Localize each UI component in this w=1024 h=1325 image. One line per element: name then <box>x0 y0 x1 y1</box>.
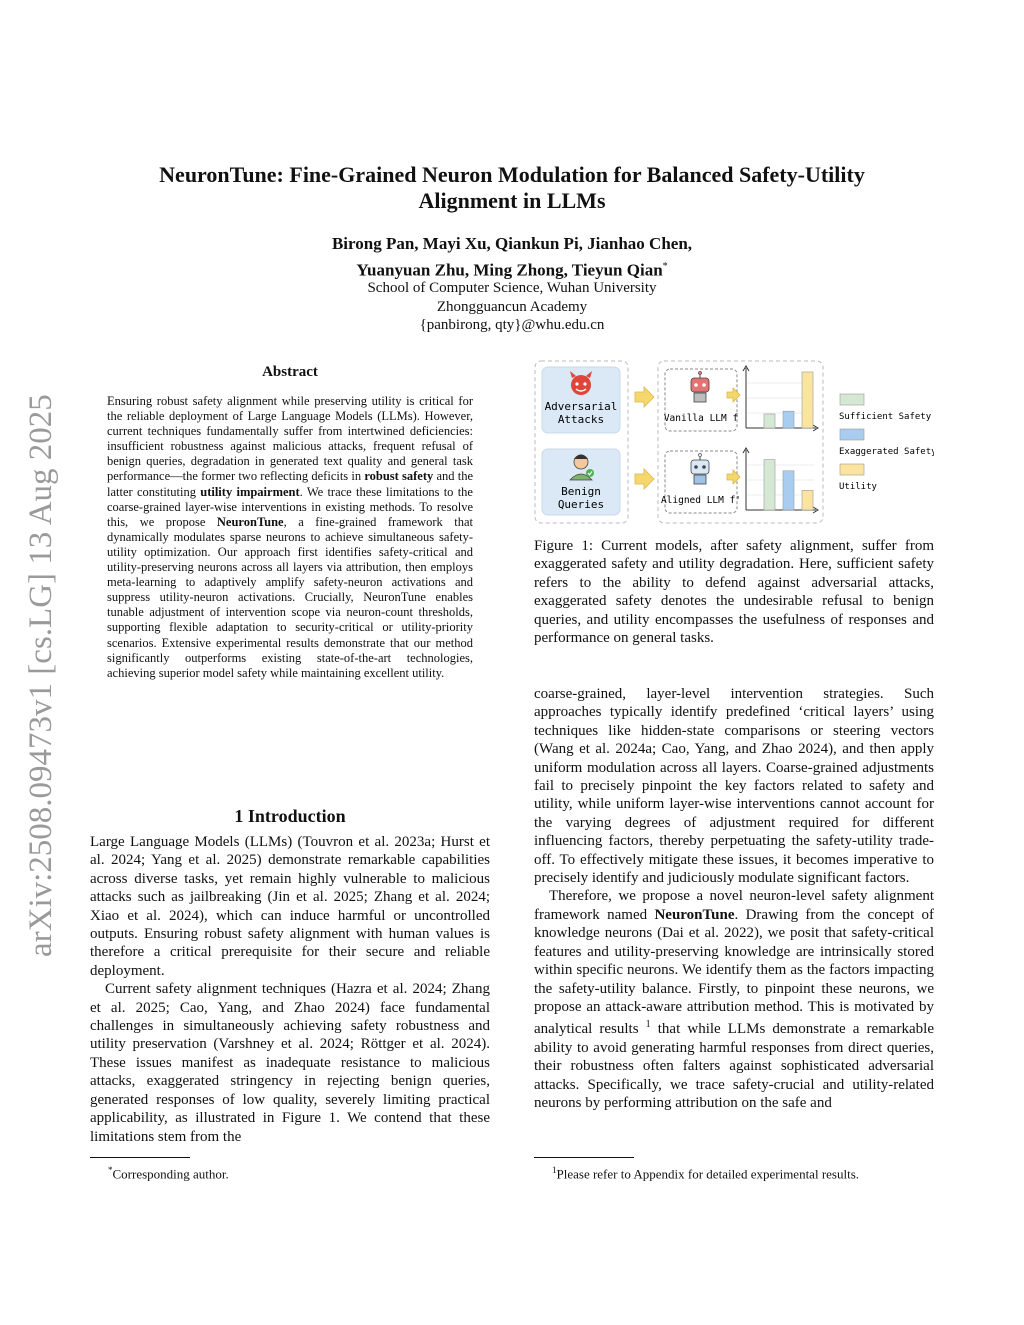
abstract-bold-utility: utility impairment <box>200 484 300 499</box>
bar-sufficient-safety <box>764 460 775 510</box>
right-column-body <box>534 685 934 1112</box>
authors-line-2-text: Yuanyuan Zhu, Ming Zhong, Tieyun Qian <box>356 260 663 280</box>
legend-swatch-exaggerated-safety <box>840 429 864 440</box>
bar-sufficient-safety <box>764 414 775 428</box>
intro-paragraph-2: Current safety alignment techniques (Hazra et al. 2024; Zhang et al. 2025; Cao, Yang, and Zhao 2024) face fundamental challenges in simultaneously achieving safety robustness and utility preservation (Varshney et al. 2024; Röttger et al. 2024). These issues manifest as inadequate resistance to malicious attacks, exaggerated stringency in rejecting benign queries, generated responses of low quality, severely limiting practical applicability, as illustrated in Figure 1. We contend that these limitations stem from the <box>90 981 490 1145</box>
footnote-right-mark: 1 <box>552 1165 557 1175</box>
right-paragraph-2 <box>534 887 934 1112</box>
title-line-1: NeuronTune: Fine-Grained Neuron Modulation for Balanced Safety-Utility <box>159 162 865 187</box>
right-p2-text-c: . Drawing from the concept of knowledge neurons (Dai et al. 2022), we posit that safety-critical features and utility-preserving knowledge are intrinsically stored within specific neurons. We identify them as the factors impacting the safety-utility balance. Firstly, to pinpoint these neurons, we propose an attack-aware attribution method. This is motivated by analytical results <box>534 906 934 1038</box>
figure-1 <box>534 358 934 528</box>
bar-exaggerated-safety <box>783 471 794 510</box>
bar-utility <box>802 372 813 428</box>
top-bar-chart <box>743 366 818 431</box>
legend-swatch-sufficient-safety <box>840 394 864 405</box>
right-p2-text-a: Therefore, we propose a novel neuron-level safety alignment framework named <box>534 888 934 923</box>
bottom-bar-chart <box>743 448 818 513</box>
right-p2-footnote-ref: 1 <box>645 1019 651 1031</box>
authors-line-1: Birong Pan, Mayi Xu, Qiankun Pi, Jianhao Chen, <box>331 234 693 253</box>
legend-label-sufficient-safety: Sufficient Safety <box>839 412 932 422</box>
affiliations <box>90 279 934 335</box>
legend-label-exaggerated-safety: Exaggerated Safety <box>839 447 934 457</box>
email: {panbirong, qty}@whu.edu.cn <box>419 317 605 333</box>
abstract-bold-robust-safety: robust safety <box>364 469 434 484</box>
arrow-right-icon <box>635 469 654 489</box>
footnote-right-text: Please refer to Appendix for detailed experimental results. <box>556 1166 860 1182</box>
title-line-2: Alignment in LLMs <box>418 188 606 213</box>
footnote-left <box>108 1162 488 1182</box>
right-paragraph-1: coarse-grained, layer-level intervention strategies. Such approaches typically identify predefined ‘critical layers’ using techniques like hidden-state comparisons or steering vectors (Wang et al. 2024a; Cao, Yang, and Zhao 2024), and then apply uniform modulation across all layers. Coarse-grained adjustments fail to precisely pinpoint the key factors related to safety and utility, while uniform layer-wise interventions cannot account for the varying degrees of adjustment required for different influencing factors, thereby perpetuating the safety-utility trade-off. To effectively mitigate these issues, it becomes imperative to precisely identify and judiciously modulate significant factors. <box>534 686 934 887</box>
bar-utility <box>802 490 813 510</box>
arrow-right-icon <box>635 387 654 407</box>
abstract-text-1: Ensuring robust safety alignment while preserving utility is critical for the reliable deployment of Large Language Models (LLMs). However, current techniques fundamentally suffer from intertwined deficiencies: insufficient robustness against malicious attacks, frequent refusal of benign queries, degradation in generated text quality and general task performance—the former two reflecting deficits in <box>107 394 473 484</box>
footnote-rule-left <box>90 1157 190 1158</box>
figure-legend <box>839 394 934 492</box>
footnote-left-mark: * <box>108 1165 113 1175</box>
legend-swatch-utility <box>840 464 864 475</box>
footnote-left-text: Corresponding author. <box>112 1166 229 1182</box>
paper-title <box>90 162 934 214</box>
adversarial-label-line-2: Attacks <box>557 413 605 426</box>
footnote-rule-right <box>534 1157 634 1158</box>
arxiv-identifier <box>18 365 58 965</box>
adversarial-label-line-1: Adversarial <box>544 400 618 413</box>
benign-label-line-2: Queries <box>557 498 605 511</box>
abstract-text-4: , a fine-grained framework that dynamically modulates sparse neurons to achieve simultaneous safety-utility optimization. Our approach first identifies safety-critical and utility-preserving neurons across all layers via attribution, then employs meta-learning to adaptively amplify safety-neuron activations and suppress utility-neuron activations. Crucially, NeuronTune enables tunable adjustment of intervention scope via neuron-count thresholds, supporting flexible adaptation to security-critical or utility-priority scenarios. Extensive experimental results demonstrate that our method significantly outperforms existing state-of-the-art technologies, achieving superior model safety while maintaining excellent utility. <box>107 514 473 680</box>
aligned-model-label: Aligned LLM f' <box>660 495 742 506</box>
legend-label-utility: Utility <box>839 482 877 492</box>
author-list <box>90 232 934 282</box>
abstract-body <box>107 394 473 681</box>
vanilla-model-label: Vanilla LLM f <box>663 413 739 424</box>
affiliation-1: School of Computer Science, Wuhan University <box>367 280 657 296</box>
abstract-text-3: . We trace these limitations to the coarse-grained layer-wise interventions in existing methods. To resolve this, we propose <box>107 484 473 529</box>
intro-paragraph-1: Large Language Models (LLMs) (Touvron et al. 2023a; Hurst et al. 2024; Yang et al. 2025) demonstrate remarkable capabilities across diverse tasks, yet remain highly vulnerable to malicious attacks such as jailbreaking (Jin et al. 2025; Zhang et al. 2024; Xiao et al. 2024), which can induce harmful or uncontrolled outputs. Ensuring robust safety alignment with human values is therefore a critical prerequisite for their secure and reliable deployment. <box>90 834 490 979</box>
footnote-right <box>552 1162 932 1182</box>
bar-exaggerated-safety <box>783 411 794 428</box>
arxiv-id-text: arXiv:2508.09473v1 [cs.LG] 13 Aug 2025 <box>23 394 58 957</box>
benign-label-line-1: Benign <box>561 485 601 498</box>
figure-caption: Figure 1: Current models, after safety alignment, suffer from exaggerated safety and utility degradation. Here, sufficient safety refers to the ability to defend against adversarial attacks, exaggerated safety denotes the undesirable refusal to benign queries, and utility encompasses the usefulness of responses and performance on general tasks. <box>534 538 934 647</box>
left-column-body <box>90 833 490 1146</box>
abstract-text-2: and the latter constituting <box>107 469 473 499</box>
abstract-bold-neurontune: NeuronTune <box>216 514 284 529</box>
author-mark: * <box>662 261 668 272</box>
affiliation-2: Zhongguancun Academy <box>436 298 588 315</box>
right-p2-bold-neurontune: NeuronTune <box>654 906 735 923</box>
right-p2-text-d: that while LLMs demonstrate a remarkable ability to avoid generating harmful responses from direct queries, their robustness often falters against sophisticated adversarial attacks. Specifically, we trace safety-crucial and utility-related neurons by performing attribution on the safe and <box>534 1021 934 1111</box>
authors-line-2 <box>90 255 934 282</box>
abstract-heading: Abstract <box>262 364 318 380</box>
section-heading-introduction: 1 Introduction <box>234 806 346 826</box>
